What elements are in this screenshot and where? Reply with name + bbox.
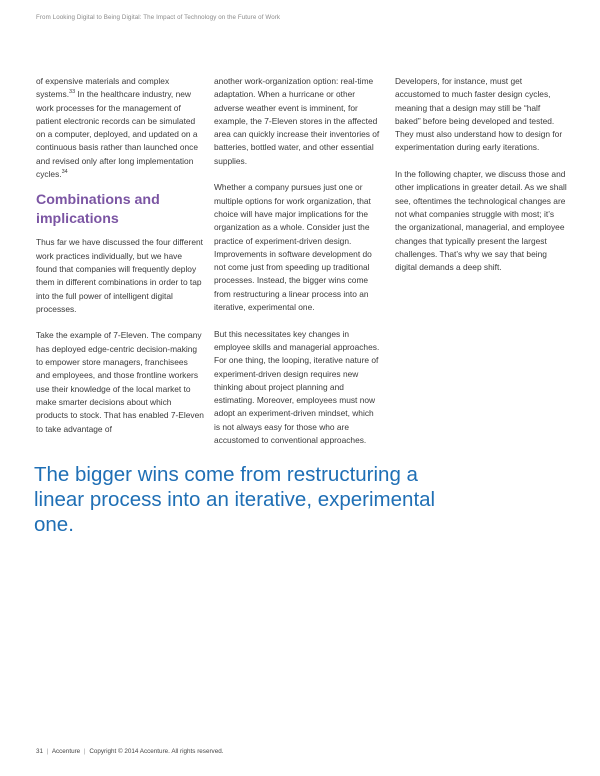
body-paragraph: Whether a company pursues just one or multiple options for work organization, that choice will have major implications for the organization as a whole. Consider just the practice of experiment-driven design. Improvements in software development do not come just from speeding up traditional processes. Instead, the bigger wins come from restructuring a linear process into an iterative, experimental one.: [214, 182, 372, 313]
body-paragraph: But this necessitates key changes in employee skills and managerial approaches. For one thing, the looping, iterative nature of experiment-driven design requires new thinking about project planning and estimating. Moreover, employees must now adopt an experiment-driven mindset, which is not always easy for those who are accustomed to conventional approaches.: [214, 328, 380, 446]
footer-separator: |: [83, 748, 86, 755]
text-column-3: [395, 75, 567, 274]
body-paragraph: Thus far we have discussed the four different work practices individually, but we have found that companies will frequently deploy them in different combinations in order to tap into the full power of intelligent digital processes.: [36, 237, 203, 314]
section-subhead: Combinations and implications: [36, 192, 160, 227]
body-paragraph: another work-organization option: real-time adaptation. When a hurricane or other adverse weather event is imminent, for example, the 7-Eleven stores in the affected area can quickly increase their inventories of batteries, bottled water, and other essential supplies.: [214, 76, 380, 166]
body-paragraph: Take the example of 7-Eleven. The company has deployed edge-centric decision-making to empower store managers, franchisees and employees, and those frontline workers use their knowledge of the local market to make smarter decisions about which products to stock. That has enabled 7-Eleven to take advantage of: [36, 330, 204, 434]
footnote-ref[interactable]: 33: [69, 89, 76, 96]
body-paragraph: In the following chapter, we discuss those and other implications in greater detail. As we shall see, oftentimes the technological changes are not what companies struggle with most; it’s the organizational, managerial, and employee changes that typically present the largest challenges. That’s why we say that being digital demands a deep shift.: [395, 169, 567, 273]
company-name: Accenture: [51, 748, 81, 755]
text-column-2: [214, 75, 382, 447]
running-header: From Looking Digital to Being Digital: The Impact of Technology on the Future of Work: [36, 14, 281, 21]
page-number: 31: [36, 748, 44, 755]
page-footer: [36, 748, 223, 755]
pull-quote: The bigger wins come from restructuring a linear process into an iterative, experimental one.: [34, 463, 436, 536]
body-paragraph: of expensive materials and complex systems.$^{33}$ In the healthcare industry, new work processes for the management of patient electronic records can be simulated on a computer, deployed, and updated on a continuous basis rather than launched once and revised only after long implementation cycles.$^{34}$: [36, 76, 199, 180]
text-column-1: [36, 75, 204, 436]
body-paragraph: Developers, for instance, must get accustomed to much faster design cycles, meaning that a design may still be “half baked” before being developed and tested. They must also understand how to design for experimentation during early iterations.: [395, 76, 563, 153]
copyright-notice: Copyright © 2014 Accenture. All rights reserved.: [89, 748, 224, 755]
footer-separator: |: [46, 748, 49, 755]
footnote-ref[interactable]: 34: [61, 169, 68, 176]
